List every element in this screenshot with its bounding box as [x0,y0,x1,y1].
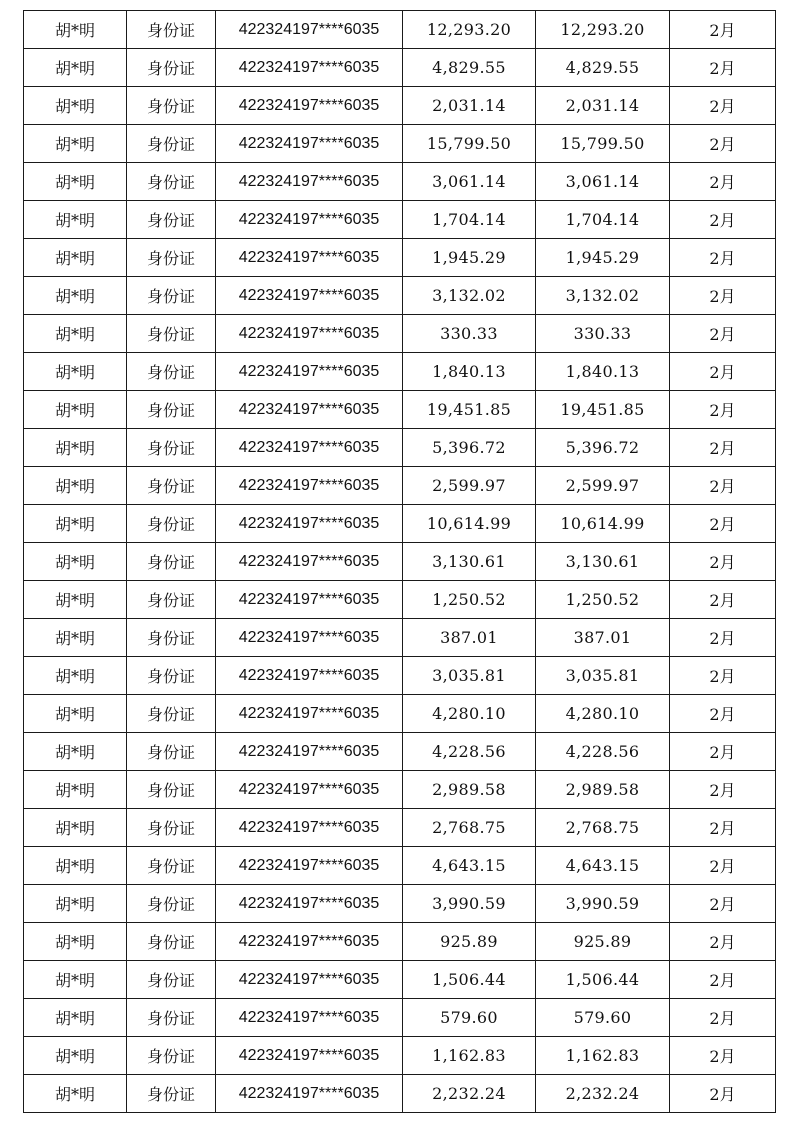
amount-cell: 330.33 [403,315,536,353]
name-cell: 胡*明 [24,49,127,87]
id-type-cell: 身份证 [127,87,216,125]
id-number-cell: 422324197****6035 [216,923,403,961]
amount-paid-cell: 330.33 [536,315,670,353]
table-row [24,885,776,923]
table-row [24,999,776,1037]
id-number-cell: 422324197****6035 [216,87,403,125]
id-type-cell: 身份证 [127,543,216,581]
id-type-cell: 身份证 [127,771,216,809]
amount-cell: 10,614.99 [403,505,536,543]
id-number-cell: 422324197****6035 [216,581,403,619]
month-cell: 2月 [670,771,776,809]
amount-paid-cell: 1,704.14 [536,201,670,239]
month-cell: 2月 [670,885,776,923]
id-number-cell: 422324197****6035 [216,467,403,505]
name-cell: 胡*明 [24,505,127,543]
table-row [24,277,776,315]
name-cell: 胡*明 [24,1037,127,1075]
id-type-cell: 身份证 [127,315,216,353]
table-row [24,201,776,239]
amount-paid-cell: 3,061.14 [536,163,670,201]
name-cell: 胡*明 [24,923,127,961]
amount-cell: 3,061.14 [403,163,536,201]
month-cell: 2月 [670,543,776,581]
id-number-cell: 422324197****6035 [216,847,403,885]
name-cell: 胡*明 [24,201,127,239]
name-cell: 胡*明 [24,315,127,353]
name-cell: 胡*明 [24,1075,127,1113]
table-row [24,505,776,543]
month-cell: 2月 [670,11,776,49]
amount-cell: 3,132.02 [403,277,536,315]
name-cell: 胡*明 [24,353,127,391]
amount-paid-cell: 12,293.20 [536,11,670,49]
amount-paid-cell: 4,228.56 [536,733,670,771]
month-cell: 2月 [670,315,776,353]
amount-paid-cell: 1,945.29 [536,239,670,277]
month-cell: 2月 [670,391,776,429]
month-cell: 2月 [670,277,776,315]
id-type-cell: 身份证 [127,163,216,201]
id-type-cell: 身份证 [127,657,216,695]
amount-paid-cell: 2,599.97 [536,467,670,505]
month-cell: 2月 [670,353,776,391]
name-cell: 胡*明 [24,657,127,695]
id-number-cell: 422324197****6035 [216,277,403,315]
amount-paid-cell: 2,768.75 [536,809,670,847]
amount-cell: 1,945.29 [403,239,536,277]
amount-paid-cell: 3,130.61 [536,543,670,581]
table-row [24,1037,776,1075]
month-cell: 2月 [670,201,776,239]
id-number-cell: 422324197****6035 [216,657,403,695]
name-cell: 胡*明 [24,581,127,619]
month-cell: 2月 [670,87,776,125]
table-row [24,391,776,429]
month-cell: 2月 [670,581,776,619]
amount-cell: 4,228.56 [403,733,536,771]
amount-paid-cell: 3,132.02 [536,277,670,315]
id-number-cell: 422324197****6035 [216,733,403,771]
name-cell: 胡*明 [24,695,127,733]
id-number-cell: 422324197****6035 [216,885,403,923]
name-cell: 胡*明 [24,999,127,1037]
amount-cell: 19,451.85 [403,391,536,429]
id-type-cell: 身份证 [127,467,216,505]
name-cell: 胡*明 [24,277,127,315]
amount-paid-cell: 15,799.50 [536,125,670,163]
amount-paid-cell: 1,250.52 [536,581,670,619]
name-cell: 胡*明 [24,543,127,581]
name-cell: 胡*明 [24,847,127,885]
id-type-cell: 身份证 [127,961,216,999]
table-row [24,353,776,391]
amount-cell: 3,035.81 [403,657,536,695]
name-cell: 胡*明 [24,163,127,201]
records-table [23,10,776,1113]
amount-paid-cell: 1,162.83 [536,1037,670,1075]
amount-cell: 2,599.97 [403,467,536,505]
name-cell: 胡*明 [24,961,127,999]
id-type-cell: 身份证 [127,239,216,277]
id-type-cell: 身份证 [127,1037,216,1075]
month-cell: 2月 [670,429,776,467]
id-type-cell: 身份证 [127,201,216,239]
amount-paid-cell: 925.89 [536,923,670,961]
amount-paid-cell: 4,280.10 [536,695,670,733]
table-row [24,87,776,125]
table-row [24,771,776,809]
table-row [24,125,776,163]
amount-paid-cell: 2,031.14 [536,87,670,125]
amount-paid-cell: 579.60 [536,999,670,1037]
amount-paid-cell: 4,643.15 [536,847,670,885]
id-number-cell: 422324197****6035 [216,163,403,201]
month-cell: 2月 [670,1075,776,1113]
id-number-cell: 422324197****6035 [216,695,403,733]
name-cell: 胡*明 [24,467,127,505]
id-type-cell: 身份证 [127,581,216,619]
id-type-cell: 身份证 [127,809,216,847]
amount-cell: 12,293.20 [403,11,536,49]
table-row [24,961,776,999]
table-row [24,695,776,733]
amount-cell: 387.01 [403,619,536,657]
table-row [24,543,776,581]
id-type-cell: 身份证 [127,733,216,771]
id-type-cell: 身份证 [127,847,216,885]
month-cell: 2月 [670,847,776,885]
amount-paid-cell: 4,829.55 [536,49,670,87]
id-number-cell: 422324197****6035 [216,771,403,809]
table-row [24,49,776,87]
id-type-cell: 身份证 [127,695,216,733]
amount-paid-cell: 2,232.24 [536,1075,670,1113]
month-cell: 2月 [670,239,776,277]
table-row [24,847,776,885]
id-number-cell: 422324197****6035 [216,619,403,657]
id-type-cell: 身份证 [127,1075,216,1113]
amount-cell: 579.60 [403,999,536,1037]
amount-cell: 1,704.14 [403,201,536,239]
id-type-cell: 身份证 [127,429,216,467]
table-row [24,581,776,619]
id-number-cell: 422324197****6035 [216,429,403,467]
id-number-cell: 422324197****6035 [216,11,403,49]
amount-paid-cell: 10,614.99 [536,505,670,543]
id-number-cell: 422324197****6035 [216,391,403,429]
amount-cell: 2,232.24 [403,1075,536,1113]
id-type-cell: 身份证 [127,353,216,391]
month-cell: 2月 [670,467,776,505]
table-row [24,619,776,657]
amount-paid-cell: 19,451.85 [536,391,670,429]
amount-paid-cell: 1,506.44 [536,961,670,999]
amount-cell: 925.89 [403,923,536,961]
id-number-cell: 422324197****6035 [216,543,403,581]
id-number-cell: 422324197****6035 [216,201,403,239]
month-cell: 2月 [670,733,776,771]
month-cell: 2月 [670,125,776,163]
amount-paid-cell: 5,396.72 [536,429,670,467]
id-number-cell: 422324197****6035 [216,999,403,1037]
id-number-cell: 422324197****6035 [216,239,403,277]
month-cell: 2月 [670,619,776,657]
id-type-cell: 身份证 [127,11,216,49]
amount-cell: 5,396.72 [403,429,536,467]
id-type-cell: 身份证 [127,885,216,923]
table-row [24,657,776,695]
month-cell: 2月 [670,923,776,961]
amount-paid-cell: 1,840.13 [536,353,670,391]
month-cell: 2月 [670,695,776,733]
id-type-cell: 身份证 [127,125,216,163]
amount-cell: 3,130.61 [403,543,536,581]
amount-cell: 2,989.58 [403,771,536,809]
amount-paid-cell: 3,035.81 [536,657,670,695]
month-cell: 2月 [670,999,776,1037]
month-cell: 2月 [670,961,776,999]
amount-paid-cell: 2,989.58 [536,771,670,809]
amount-cell: 3,990.59 [403,885,536,923]
table-row [24,467,776,505]
table-row [24,429,776,467]
amount-cell: 2,768.75 [403,809,536,847]
name-cell: 胡*明 [24,619,127,657]
id-number-cell: 422324197****6035 [216,125,403,163]
name-cell: 胡*明 [24,771,127,809]
id-number-cell: 422324197****6035 [216,1075,403,1113]
amount-cell: 1,840.13 [403,353,536,391]
month-cell: 2月 [670,657,776,695]
id-type-cell: 身份证 [127,619,216,657]
id-type-cell: 身份证 [127,49,216,87]
amount-cell: 15,799.50 [403,125,536,163]
amount-paid-cell: 3,990.59 [536,885,670,923]
table-row [24,1075,776,1113]
id-number-cell: 422324197****6035 [216,315,403,353]
id-number-cell: 422324197****6035 [216,49,403,87]
name-cell: 胡*明 [24,885,127,923]
id-number-cell: 422324197****6035 [216,1037,403,1075]
id-number-cell: 422324197****6035 [216,809,403,847]
month-cell: 2月 [670,809,776,847]
table-row [24,923,776,961]
amount-cell: 4,643.15 [403,847,536,885]
month-cell: 2月 [670,163,776,201]
id-type-cell: 身份证 [127,923,216,961]
name-cell: 胡*明 [24,87,127,125]
table-row [24,733,776,771]
table-row [24,11,776,49]
id-type-cell: 身份证 [127,277,216,315]
amount-cell: 1,506.44 [403,961,536,999]
amount-paid-cell: 387.01 [536,619,670,657]
records-table-body [24,11,776,1113]
amount-cell: 1,250.52 [403,581,536,619]
amount-cell: 4,280.10 [403,695,536,733]
amount-cell: 2,031.14 [403,87,536,125]
name-cell: 胡*明 [24,809,127,847]
id-number-cell: 422324197****6035 [216,353,403,391]
month-cell: 2月 [670,505,776,543]
month-cell: 2月 [670,1037,776,1075]
amount-cell: 1,162.83 [403,1037,536,1075]
name-cell: 胡*明 [24,125,127,163]
id-number-cell: 422324197****6035 [216,505,403,543]
name-cell: 胡*明 [24,11,127,49]
id-type-cell: 身份证 [127,505,216,543]
id-type-cell: 身份证 [127,391,216,429]
name-cell: 胡*明 [24,733,127,771]
table-row [24,163,776,201]
name-cell: 胡*明 [24,391,127,429]
amount-cell: 4,829.55 [403,49,536,87]
id-type-cell: 身份证 [127,999,216,1037]
name-cell: 胡*明 [24,429,127,467]
id-number-cell: 422324197****6035 [216,961,403,999]
table-row [24,809,776,847]
table-row [24,239,776,277]
name-cell: 胡*明 [24,239,127,277]
month-cell: 2月 [670,49,776,87]
table-row [24,315,776,353]
